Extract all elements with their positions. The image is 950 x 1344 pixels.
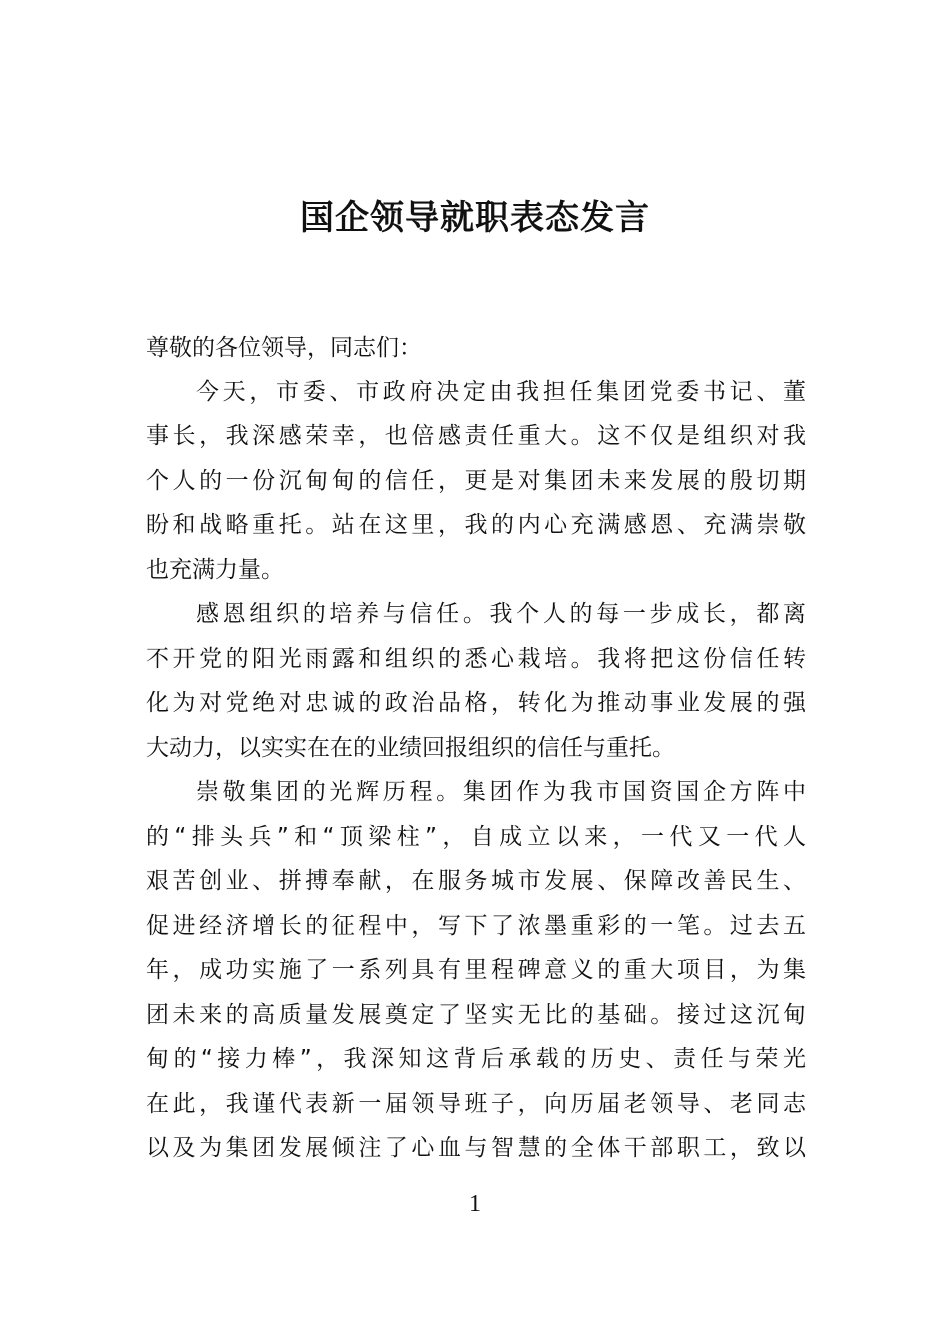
paragraph-3-line: 崇敬集团的光辉历程。集团作为我市国资国企方阵中 <box>196 779 806 805</box>
paragraph-3-line: 团未来的高质量发展奠定了坚实无比的基础。接过这沉甸 <box>146 1002 806 1028</box>
salutation: 尊敬的各位领导，同志们： <box>146 335 422 361</box>
paragraph-3-line: 艰苦创业、拼搏奉献，在服务城市发展、保障改善民生、 <box>146 868 806 894</box>
paragraph-2-line: 化为对党绝对忠诚的政治品格，转化为推动事业发展的强 <box>146 690 806 716</box>
paragraph-2-line: 不开党的阳光雨露和组织的悉心栽培。我将把这份信任转 <box>146 646 806 672</box>
paragraph-1-line: 个人的一份沉甸甸的信任，更是对集团未来发展的殷切期 <box>146 468 806 494</box>
paragraph-3-line: 的“排头兵”和“顶梁柱”，自成立以来，一代又一代人 <box>146 824 806 850</box>
document-title: 国企领导就职表态发言 <box>300 198 650 238</box>
paragraph-3-line: 年，成功实施了一系列具有里程碑意义的重大项目，为集 <box>146 957 806 983</box>
paragraph-3-line: 促进经济增长的征程中，写下了浓墨重彩的一笔。过去五 <box>146 913 806 939</box>
paragraph-1-line: 今天，市委、市政府决定由我担任集团党委书记、董 <box>196 379 806 405</box>
paragraph-1-line: 事长，我深感荣幸，也倍感责任重大。这不仅是组织对我 <box>146 423 806 449</box>
paragraph-3-line: 以及为集团发展倾注了心血与智慧的全体干部职工，致以 <box>146 1135 806 1161</box>
paragraph-3-line: 在此，我谨代表新一届领导班子，向历届老领导、老同志 <box>146 1091 806 1117</box>
paragraph-3-line: 甸的“接力棒”，我深知这背后承载的历史、责任与荣光 <box>146 1046 806 1072</box>
page-number: 1 <box>469 1191 481 1217</box>
paragraph-2-line: 大动力，以实实在在的业绩回报组织的信任与重托。 <box>146 735 675 761</box>
paragraph-1-line: 也充满力量。 <box>146 557 284 583</box>
paragraph-2-line: 感恩组织的培养与信任。我个人的每一步成长，都离 <box>196 601 806 627</box>
paragraph-1-line: 盼和战略重托。站在这里，我的内心充满感恩、充满崇敬 <box>146 512 806 538</box>
